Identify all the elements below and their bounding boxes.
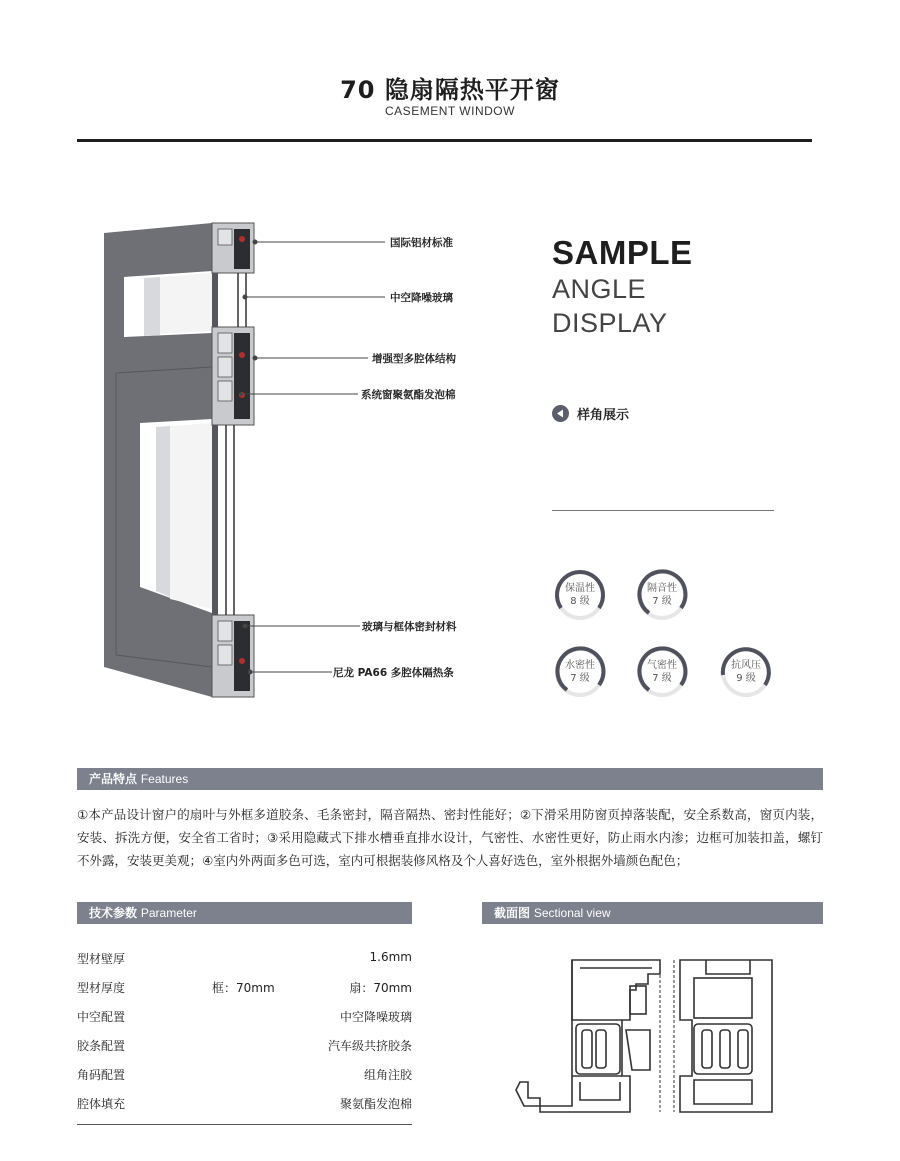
callout-multi-cavity: 增强型多腔体结构 <box>372 353 456 365</box>
window-sample-illustration <box>100 215 260 705</box>
sample-heading: SAMPLE <box>552 234 693 271</box>
parameter-value: 扇：70mm <box>349 981 412 995</box>
parameter-row <box>77 1066 412 1095</box>
sample-subheading-display: DISPLAY <box>552 308 668 338</box>
rating-grade: 8 级 <box>570 596 590 607</box>
rating-name: 水密性 <box>565 660 595 671</box>
callout-aluminum-standard: 国际铝材标准 <box>390 237 453 249</box>
page-subtitle: CASEMENT WINDOW <box>385 104 515 118</box>
parameter-value: 中空降噪玻璃 <box>339 1010 412 1024</box>
callout-foam: 系统窗聚氨酯发泡棉 <box>361 389 456 401</box>
parameter-key: 型材壁厚 <box>77 952 126 966</box>
features-title-en: Features <box>140 772 189 786</box>
header-divider <box>77 139 812 142</box>
section-view-title-en: Sectional view <box>533 906 611 920</box>
page-title: 70 隐扇隔热平开窗 <box>340 76 560 104</box>
sample-display-label: 样角展示 <box>577 408 630 423</box>
parameter-mid: 框：70mm <box>212 981 275 995</box>
rating-grade: 7 级 <box>652 673 672 684</box>
rating-badge <box>635 645 689 703</box>
parameter-row <box>77 950 412 979</box>
parameter-title-en: Parameter <box>140 906 197 920</box>
parameter-row <box>77 1037 412 1066</box>
rating-badge <box>553 645 607 703</box>
sectional-view-drawing <box>510 950 780 1115</box>
rating-name: 保温性 <box>565 583 595 594</box>
parameter-key: 角码配置 <box>77 1068 126 1082</box>
parameter-value: 聚氨酯发泡棉 <box>339 1097 412 1111</box>
parameter-row <box>77 1008 412 1037</box>
play-left-icon <box>552 405 569 422</box>
parameter-key: 中空配置 <box>77 1010 126 1024</box>
parameter-key: 腔体填充 <box>77 1097 126 1111</box>
sample-display-button[interactable] <box>552 404 629 423</box>
parameter-key: 胶条配置 <box>77 1039 126 1053</box>
features-title-cn: 产品特点 <box>89 772 138 786</box>
parameter-value: 组角注胶 <box>363 1068 412 1082</box>
rating-grade: 7 级 <box>570 673 590 684</box>
parameter-header <box>77 902 412 924</box>
sample-divider <box>552 510 774 511</box>
section-view-header <box>482 902 823 924</box>
features-description: ①本产品设计窗户的扇叶与外框多道胶条、毛条密封，隔音隔热、密封性能好；②下滑采用防窗页掉落装配，安全系数高，窗页内装，安装、拆洗方便，安全省工省时；③采用隐藏式下排水槽垂直排水设计，气密性、水密性更好，防止雨水内渗；边框可加装扣盖，螺钉不外露，安装更美观；④室内外两面多色可选，室内可根据装修风格及个人喜好选色，室外根据外墙颜色配色； <box>77 807 823 868</box>
parameter-title-cn: 技术参数 <box>89 906 138 920</box>
rating-badge <box>635 568 689 626</box>
sample-subheading-angle: ANGLE <box>552 274 647 304</box>
parameter-value: 汽车级共挤胶条 <box>327 1039 412 1053</box>
callout-seal-material: 玻璃与框体密封材料 <box>362 621 457 633</box>
parameter-value: 1.6mm <box>369 950 412 964</box>
parameter-row <box>77 979 412 1008</box>
parameter-divider <box>77 1124 412 1125</box>
parameter-row <box>77 1095 412 1124</box>
callout-pa66-strip: 尼龙 PA66 多腔体隔热条 <box>333 667 454 679</box>
rating-grade: 9 级 <box>736 673 756 684</box>
rating-badge <box>719 645 773 703</box>
parameter-key: 型材厚度 <box>77 981 126 995</box>
rating-name: 气密性 <box>647 660 677 671</box>
callout-insulating-glass: 中空降噪玻璃 <box>390 292 453 304</box>
features-header <box>77 768 823 790</box>
rating-name: 隔音性 <box>647 583 677 594</box>
rating-name: 抗风压 <box>731 660 761 671</box>
section-view-title-cn: 截面图 <box>494 906 531 920</box>
rating-grade: 7 级 <box>652 596 672 607</box>
rating-badge <box>553 568 607 626</box>
